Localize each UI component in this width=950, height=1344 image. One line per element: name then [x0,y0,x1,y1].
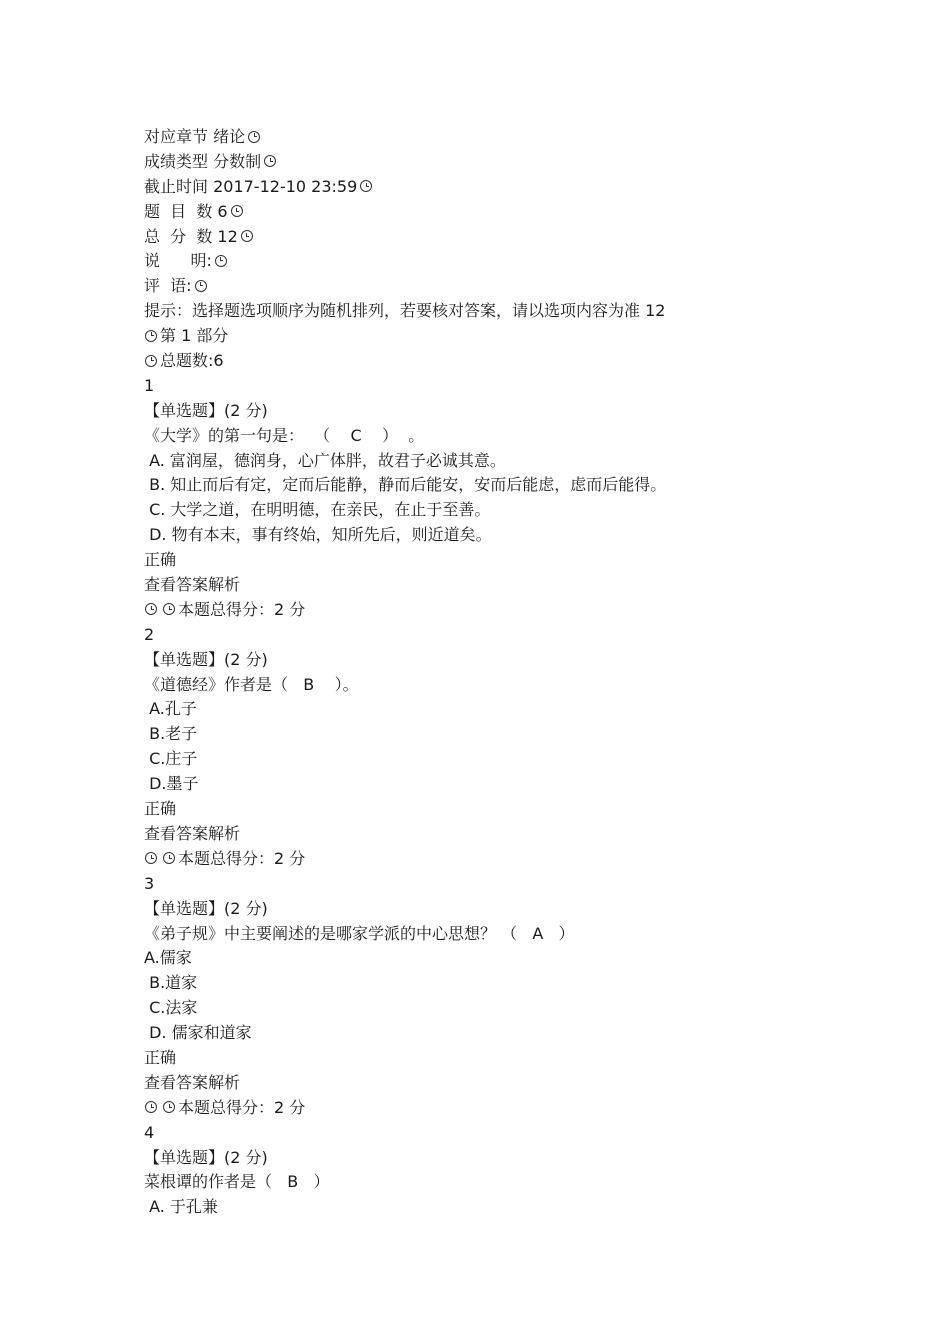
chapter-label: 对应章节 绪论 [144,127,246,146]
clock-icon [145,852,157,864]
question-stem: 《弟子规》中主要阐述的是哪家学派的中心思想？ （ A ） [144,923,575,943]
score-row [144,598,924,623]
option-d: D. 物有本末，事有终始，知所先后，则近道矣。 [144,525,492,545]
total-score-label: 总 分 数 12 [144,226,238,246]
clock-icon [248,131,260,143]
question-4 [144,1121,924,1221]
total-score-row [144,225,924,250]
question-stem: 菜根谭的作者是（ B ） [144,1172,330,1192]
clock-icon [360,180,372,192]
option-a: A. 于孔兼 [144,1197,218,1217]
result-text: 正确 [144,550,177,570]
section-label: 第 1 部分 [160,326,229,346]
clock-icon [163,1101,175,1113]
score-label: 本题总得分：2 分 [178,1097,306,1117]
option-c: C.法家 [144,998,198,1018]
clock-icon [215,255,227,267]
score-row [144,847,924,872]
grade-type-row [144,150,924,175]
option-a: A.孔子 [144,699,197,719]
option-c: C.庄子 [144,749,198,769]
question-1 [144,374,924,623]
question-2 [144,623,924,872]
description-row [144,249,924,274]
clock-icon [163,603,175,615]
score-label: 本题总得分：2 分 [178,848,306,868]
question-number: 2 [144,624,155,644]
view-analysis-link[interactable]: 查看答案解析 [144,823,241,843]
question-type: 【单选题】(2 分) [144,649,268,669]
view-analysis-link[interactable]: 查看答案解析 [144,1072,241,1092]
score-label: 本题总得分：2 分 [178,599,306,619]
option-c: C. 大学之道，在明明德，在亲民，在止于至善。 [144,500,491,520]
clock-icon [163,852,175,864]
quiz-document [144,125,924,1220]
option-d: D.墨子 [144,774,199,794]
question-number: 1 [144,375,155,395]
question-type: 【单选题】(2 分) [144,1147,268,1167]
question-number: 3 [144,873,155,893]
view-analysis-link[interactable]: 查看答案解析 [144,575,241,595]
clock-icon [241,230,253,242]
hint-text: 提示：选择题选项顺序为随机排列，若要核对答案，请以选项内容为准 12 [144,301,666,321]
question-type: 【单选题】(2 分) [144,898,268,918]
chapter-row [144,125,924,150]
option-a: A.儒家 [144,948,192,968]
clock-icon [231,205,243,217]
clock-icon [145,330,157,342]
clock-icon [145,1101,157,1113]
score-row [144,1096,924,1121]
clock-icon [264,155,276,167]
question-total-label: 总题数:6 [160,351,224,371]
question-stem: 《大学》的第一句是： （ C ） 。 [144,425,425,445]
clock-icon [145,603,157,615]
result-text: 正确 [144,799,177,819]
section-row [144,324,924,349]
comment-label: 评 语: [144,276,192,296]
grade-type-label: 成绩类型 分数制 [144,151,262,171]
question-total-row [144,349,924,374]
option-d: D. 儒家和道家 [144,1023,252,1043]
option-a: A. 富润屋，德润身，心广体胖，故君子必诚其意。 [144,450,506,470]
question-count-label: 题 目 数 6 [144,201,228,221]
clock-icon [145,355,157,367]
question-number: 4 [144,1122,155,1142]
result-text: 正确 [144,1047,177,1067]
comment-row [144,274,924,299]
description-label: 说 明: [144,251,212,271]
deadline-row [144,175,924,200]
option-b: B.道家 [144,973,198,993]
option-b: B.老子 [144,724,198,744]
question-stem: 《道德经》作者是（ B ）。 [144,674,359,694]
option-b: B. 知止而后有定，定而后能静，静而后能安，安而后能虑，虑而后能得。 [144,475,667,495]
deadline-label: 截止时间 2017-12-10 23:59 [144,176,358,196]
question-3 [144,872,924,1121]
question-count-row [144,200,924,225]
clock-icon [195,280,207,292]
question-type: 【单选题】(2 分) [144,400,268,420]
